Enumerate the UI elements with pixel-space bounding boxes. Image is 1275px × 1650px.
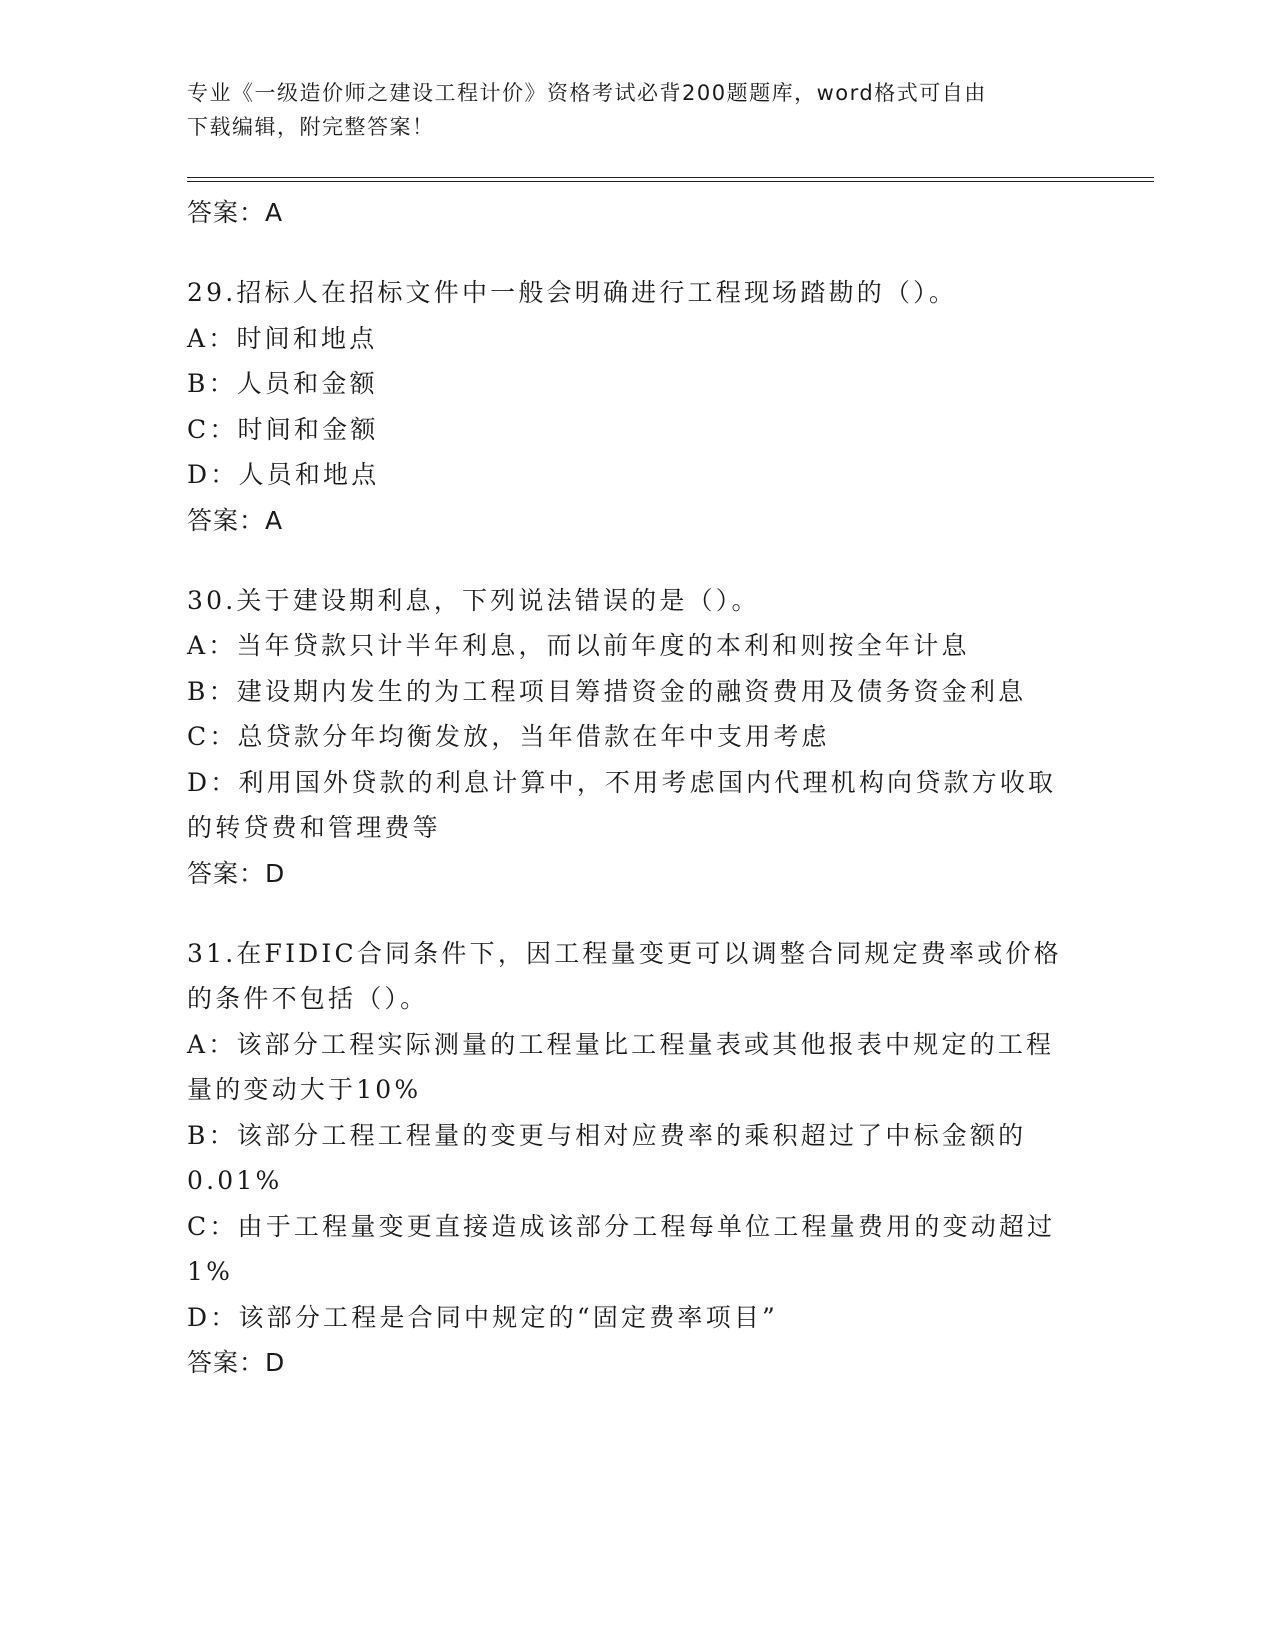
question-31 (187, 931, 1077, 1387)
header-line-1: 专业《一级造价师之建设工程计价》资格考试必背200题题库，word格式可自由 (187, 81, 987, 105)
answer-line: 答案：A (187, 198, 284, 227)
option-a: A：时间和地点 (187, 323, 378, 353)
option-d: D：利用国外贷款的利息计算中，不用考虑国内代理机构向贷款方收取的转贷费和管理费等 (187, 767, 1057, 842)
question-stem: 30.关于建设期利息，下列说法错误的是（）。 (187, 585, 760, 615)
option-c: C：总贷款分年均衡发放，当年借款在年中支用考虑 (187, 722, 830, 751)
question-stem: 29.招标人在招标文件中一般会明确进行工程现场踏勘的（）。 (187, 278, 958, 307)
question-29 (187, 270, 1077, 544)
question-30 (187, 578, 1077, 897)
page-header (187, 76, 1067, 144)
option-a: A：当年贷款只计半年利息，而以前年度的本利和则按全年计息 (187, 631, 970, 660)
option-d: D：人员和地点 (187, 460, 380, 489)
option-c: C：由于工程量变更直接造成该部分工程每单位工程量费用的变动超过1% (187, 1211, 1056, 1286)
header-line-2: 下载编辑，附完整答案！ (187, 115, 435, 139)
question-stem: 31.在FIDIC合同条件下，因工程量变更可以调整合同规定费率或价格的条件不包括（）。 (187, 938, 1062, 1013)
option-b: B：建设期内发生的为工程项目筹措资金的融资费用及债务资金利息 (187, 676, 1027, 706)
answer-line: 答案：D (187, 858, 286, 888)
option-b: B：人员和金额 (187, 369, 378, 398)
option-a: A：该部分工程实际测量的工程量比工程量表或其他报表中规定的工程量的变动大于10% (187, 1029, 1055, 1104)
document-body (187, 190, 1077, 1386)
answer-line: 答案：A (187, 505, 284, 535)
option-d: D：该部分工程是合同中规定的“固定费率项目” (187, 1302, 779, 1332)
option-c: C：时间和金额 (187, 414, 379, 444)
option-b: B：该部分工程工程量的变更与相对应费率的乘积超过了中标金额的0.01% (187, 1120, 1027, 1195)
header-divider (187, 177, 1154, 182)
answer-line: 答案：D (187, 1348, 286, 1377)
